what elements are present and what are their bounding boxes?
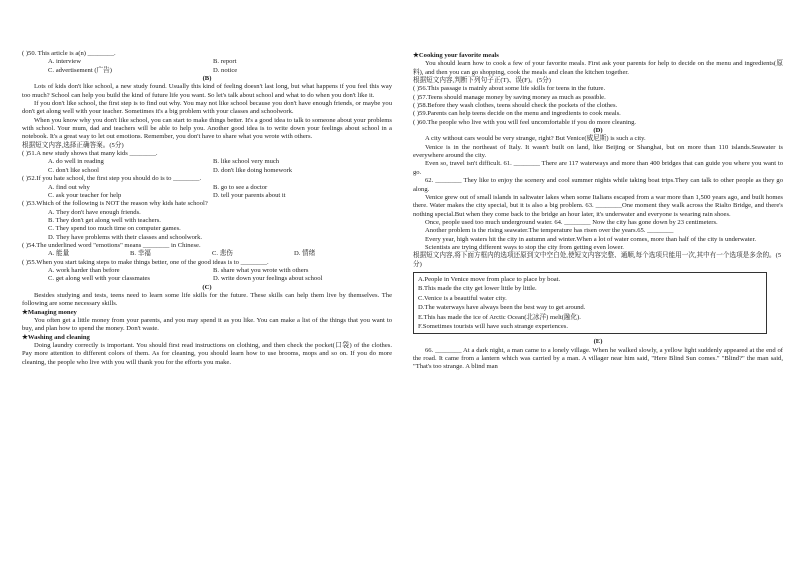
answer-option: D. tell your parents about it <box>213 191 286 199</box>
answer-option: B. share what you wrote with others <box>213 266 309 274</box>
paragraph: 66. ________ At a dark night, a man came to a lonely village. When he walked slowly, a yellow light suddenly appeared at the end of the road. It came from a lantern which was carried by a man. A villager near him said, "Here Blind Sun comes." "Blind?" the man said, "That's too strange. A blind man <box>413 346 783 371</box>
paragraph: Doing laundry correctly is important. You should first read instructions on clothing, and then check the pocket(口袋) of the clothes. Pay more attention to different colors of them. As for cleaning, you should learn how to use brooms, mops and so on. If you do more cleaning, the people who live with you will thank you for the efforts you make. <box>22 342 392 366</box>
option-row <box>22 167 392 175</box>
paragraph: Scientists are trying different ways to stop the city from getting even lower. <box>425 243 624 251</box>
option-row <box>22 58 392 66</box>
answer-option: C. get along well with your classmates <box>48 275 151 283</box>
answer-option: B. report <box>213 58 237 66</box>
option-row <box>22 158 392 166</box>
answer-option: B. like school very much <box>213 158 280 166</box>
option-row <box>22 192 392 200</box>
box-option: C.Venice is a beautiful water city. <box>418 294 507 302</box>
answer-option: D. They have problems with their classes and schoolwork. <box>48 233 203 241</box>
option-row <box>22 267 392 275</box>
paragraph: If you don't like school, the first step is to find out why. You may not like school because you don't have enough friends, or maybe you don't get along well with your teacher. Sometimes it's a big problem with your classes and schoolwork. <box>22 100 392 116</box>
box-option: F.Sometimes tourists will have such strange experiences. <box>418 322 568 330</box>
section-heading: (C) <box>202 283 212 291</box>
answer-option: A. 能量 <box>48 250 70 258</box>
question: ( )54.The underlined word "emotions" means ________ in Chinese. <box>22 241 201 249</box>
answer-option: D. don't like doing homework <box>213 166 293 174</box>
true-false-item: ( )56.This passage is mainly about some life skills for teens in the future. <box>413 85 606 93</box>
instruction-line: 根据短文内容,判断下列句子正(T)、误(F)。(5分) <box>413 77 551 85</box>
answer-option: A. They don't have enough friends. <box>48 208 141 216</box>
answer-option: D. 情绪 <box>294 250 316 258</box>
instruction-line: 根据短文内容,将下面方框内的选项还原到文中空白处,使短文内容完整、通顺,每个选项只能用一次,其中有一个选项是多余的。(5分) <box>413 252 782 268</box>
left-column <box>22 50 392 367</box>
option-row <box>22 67 392 75</box>
paragraph: Every year, high waters hit the city in autumn and winter.When a lot of water comes, more than half of the city is underwater. <box>425 235 756 243</box>
question: ( )53.Which of the following is NOT the reason why kids hate school? <box>22 200 208 208</box>
answer-option: C. 悲伤 <box>212 250 233 258</box>
true-false-item: ( )57.Teens should manage money by saving money as much as possible. <box>413 93 606 101</box>
true-false-item: ( )59.Parents can help teens decide on the menu and ingredients to cook meals. <box>413 110 621 118</box>
paragraph: When you know why you don't like school, you can start to make things better. It's a good idea to talk to someone about your problems with school. Your mum, dad and teachers will be able to help you. Another good idea is to write down your feelings about school in a notebook. It's a great way to let out emotions. Remember, you don't have to share what you wrote with others. <box>22 116 392 141</box>
question: ( )55.When you start taking steps to make things better, one of the good ideas is to ________. <box>22 258 269 266</box>
answer-option: A. work harder than before <box>48 266 120 274</box>
answer-option: A. find out why <box>48 183 90 191</box>
options-box <box>413 272 767 334</box>
instruction-line: 根据短文内容,选择正确答案。(5分) <box>22 141 124 149</box>
true-false-item: ( )60.The people who live with you will feel uncomfortable if you do more cleaning. <box>413 118 637 126</box>
answer-option: B. 幸福 <box>130 250 151 258</box>
box-option: A.People in Venice move from place to place by boat. <box>418 275 561 283</box>
option-row <box>22 275 392 283</box>
true-false-item: ( )58.Before they wash clothes, teens should check the pockets of the clothes. <box>413 102 618 110</box>
answer-option: C. don't like school <box>48 166 100 174</box>
paragraph: Another problem is the rising seawater.The temperature has risen over the years.65. ________ <box>425 227 674 235</box>
paragraph: 62. ________ They like to enjoy the scenery and cool summer nights while taking boat trips.They can talk to other people as they go along. <box>413 177 783 193</box>
answer-option: B. They don't get along well with teachers. <box>48 216 161 224</box>
paragraph: Venice grew out of small islands in saltwater lakes when some Italians escaped from a war more than 1,500 years ago, and built homes there. Water makes the city special, but it is also a big problem. 63. ________One moment they walk across the Rialto Bridge, and there's nothing special.But when they come back to the bridge an hour later, it's underwater and everyone is wearing rain shoes. <box>413 193 783 218</box>
question: ( )50. This article is a(n) ________. <box>22 50 116 57</box>
answer-option: A. interview <box>48 58 81 66</box>
answer-option: D. notice <box>213 66 238 74</box>
right-column <box>413 52 783 372</box>
answer-option: A. do well in reading <box>48 158 104 166</box>
paragraph: Even so, travel isn't difficult. 61. ________ There are 117 waterways and more than 400 bridges that can guide you where you want to go. <box>413 160 783 176</box>
section-heading: (B) <box>202 75 212 83</box>
paragraph: A city without cars would be very strange, right? But Venice(威尼斯) is such a city. <box>425 135 646 143</box>
box-option: B.This made the city get lower little by little. <box>418 285 537 293</box>
paragraph: Besides studying and tests, teens need to learn some life skills for the future. These skills can help them live by themselves. The following are some necessary skills. <box>22 291 392 308</box>
box-option: E.This has made the ice of Arctic Ocean(北冰洋) melt(融化). <box>418 313 581 321</box>
box-option: D.The waterways have always been the best way to get around. <box>418 304 586 312</box>
answer-option: C. They spend too much time on computer games. <box>48 225 181 233</box>
skill-heading: ★Managing money <box>22 308 77 316</box>
skill-heading: ★Washing and cleaning <box>22 333 90 341</box>
question: ( )51.A new study shows that many kids ________. <box>22 150 158 158</box>
paragraph: You often get a little money from your parents, and you may spend it as you like. You can make a list of the things that you want to buy, and plan how to spend the money. Don't waste. <box>22 317 392 333</box>
paragraph: Lots of kids don't like school, a new study found. Usually this kind of feeling doesn't last long, but what happens if you feel this way too much? School can help you build the kind of future life you want. So let's talk about school and what to do when you don't like it. <box>22 83 392 99</box>
paragraph: Once, people used too much underground water. 64. ________ Now the city has gone down by 23 centimeters. <box>425 218 718 226</box>
answer-option: C. advertisement (广告) <box>48 66 112 74</box>
section-heading: (D) <box>593 127 603 135</box>
option-row <box>22 250 392 258</box>
answer-option: C. ask your teacher for help <box>48 191 122 199</box>
paragraph: You should learn how to cook a few of your favorite meals. First ask your parents for help to decide on the menu and ingredients(原料), and then you can go shopping, cook the meals and clean the kitchen together. <box>413 60 783 76</box>
question: ( )52.If you hate school, the first step you should do is to ________. <box>22 175 202 183</box>
option-row <box>22 184 392 192</box>
answer-option: B. go to see a doctor <box>213 183 268 191</box>
skill-heading: ★Cooking your favorite meals <box>413 52 499 59</box>
section-heading: (E) <box>593 338 603 346</box>
answer-option: D. write down your feelings about school <box>213 275 323 283</box>
paragraph: Venice is in the northeast of Italy. It wasn't built on land, like Beijing or Shanghai, but on more than 110 islands.Seawater is everywhere around the city. <box>413 143 783 160</box>
